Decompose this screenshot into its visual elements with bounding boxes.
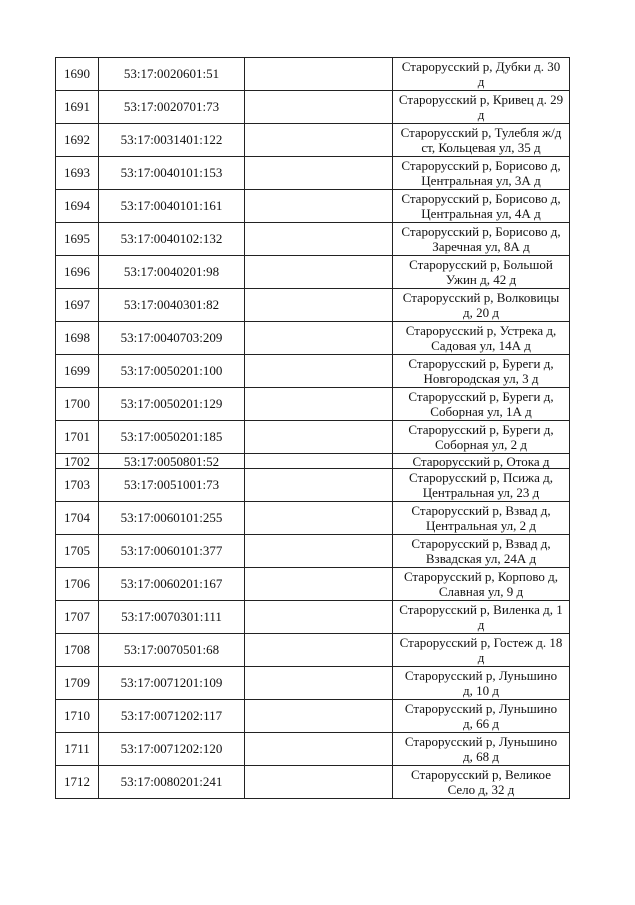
address-line-1: Старорусский р, Буреги д,	[408, 355, 554, 371]
address-line-2: д, 20 д	[463, 305, 499, 320]
cadastral-number: 53:17:0031401:122	[99, 124, 245, 157]
cadastral-number: 53:17:0070501:68	[99, 634, 245, 667]
table-row	[56, 322, 570, 355]
table-row	[56, 124, 570, 157]
table-row	[56, 601, 570, 634]
property-table	[55, 57, 570, 799]
row-number: 1703	[56, 469, 99, 502]
address-line-1: Старорусский р, Луньшино	[404, 733, 558, 749]
cadastral-number: 53:17:0060201:167	[99, 568, 245, 601]
address-line-1: Старорусский р, Борисово д,	[401, 157, 561, 173]
empty-cell	[245, 568, 393, 601]
row-number: 1694	[56, 190, 99, 223]
table-row	[56, 58, 570, 91]
cadastral-number: 53:17:0040101:153	[99, 157, 245, 190]
table-row	[56, 355, 570, 388]
address-line-2: Центральная ул, 2 д	[426, 518, 536, 533]
table-row	[56, 388, 570, 421]
empty-cell	[245, 700, 393, 733]
row-number: 1700	[56, 388, 99, 421]
address-cell	[393, 634, 570, 667]
row-number: 1712	[56, 766, 99, 799]
empty-cell	[245, 157, 393, 190]
empty-cell	[245, 91, 393, 124]
address-cell	[393, 157, 570, 190]
cadastral-number: 53:17:0040201:98	[99, 256, 245, 289]
address-line-2: Центральная ул, 4А д	[421, 206, 541, 221]
address-line-1: Старорусский р, Большой	[409, 256, 553, 272]
address-cell	[393, 190, 570, 223]
row-number: 1709	[56, 667, 99, 700]
empty-cell	[245, 535, 393, 568]
address-line-2: Село д, 32 д	[447, 782, 515, 797]
address-cell	[393, 388, 570, 421]
table-row	[56, 568, 570, 601]
address-line-1: Старорусский р, Кривец д. 29	[398, 91, 564, 107]
address-line-2: д	[477, 650, 485, 665]
table-row	[56, 733, 570, 766]
cadastral-number: 53:17:0060101:377	[99, 535, 245, 568]
cadastral-number: 53:17:0020601:51	[99, 58, 245, 91]
address-line-2: д	[477, 617, 485, 632]
address-line-1: Старорусский р, Луньшино	[404, 700, 558, 716]
table-row	[56, 256, 570, 289]
address-cell	[393, 256, 570, 289]
row-number: 1692	[56, 124, 99, 157]
row-number: 1707	[56, 601, 99, 634]
empty-cell	[245, 469, 393, 502]
table-row	[56, 190, 570, 223]
row-number: 1708	[56, 634, 99, 667]
address-cell	[393, 454, 570, 469]
address-line-1: Старорусский р, Виленка д, 1	[399, 601, 563, 617]
address-line-1: Старорусский р, Буреги д,	[408, 421, 554, 437]
address-line-2: Соборная ул, 2 д	[434, 437, 528, 452]
address-line-2: Заречная ул, 8А д	[432, 239, 530, 254]
empty-cell	[245, 190, 393, 223]
address-cell	[393, 568, 570, 601]
table-row	[56, 289, 570, 322]
cadastral-number: 53:17:0040301:82	[99, 289, 245, 322]
empty-cell	[245, 388, 393, 421]
address-line-2: Центральная ул, 23 д	[422, 485, 540, 500]
address-line-2: Ужин д, 42 д	[445, 272, 517, 287]
address-cell	[393, 58, 570, 91]
cadastral-number: 53:17:0050801:52	[99, 454, 245, 469]
address-line-1: Старорусский р, Борисово д,	[401, 190, 561, 206]
empty-cell	[245, 289, 393, 322]
address-cell	[393, 535, 570, 568]
empty-cell	[245, 454, 393, 469]
address-line-2: д, 68 д	[463, 749, 499, 764]
table-row	[56, 157, 570, 190]
row-number: 1691	[56, 91, 99, 124]
cadastral-number: 53:17:0040703:209	[99, 322, 245, 355]
address-line-1: Старорусский р, Взвад д,	[411, 535, 551, 551]
address-line-1: Старорусский р, Волковицы	[402, 289, 560, 305]
row-number: 1704	[56, 502, 99, 535]
address-cell	[393, 733, 570, 766]
empty-cell	[245, 667, 393, 700]
row-number: 1711	[56, 733, 99, 766]
address-line-2: Взвадская ул, 24А д	[425, 551, 537, 566]
address-line-1: Старорусский р, Корпово д,	[403, 568, 559, 584]
address-cell	[393, 322, 570, 355]
empty-cell	[245, 502, 393, 535]
row-number: 1710	[56, 700, 99, 733]
cadastral-number: 53:17:0050201:100	[99, 355, 245, 388]
address-line-1: Старорусский р, Борисово д,	[401, 223, 561, 239]
row-number: 1699	[56, 355, 99, 388]
address-cell	[393, 421, 570, 454]
table-row	[56, 766, 570, 799]
address-cell	[393, 601, 570, 634]
address-cell	[393, 289, 570, 322]
address-cell	[393, 766, 570, 799]
table-row	[56, 469, 570, 502]
address-line-1: Старорусский р, Отока д	[412, 453, 550, 469]
address-cell	[393, 91, 570, 124]
address-line-2: д	[477, 74, 485, 89]
row-number: 1706	[56, 568, 99, 601]
address-line-1: Старорусский р, Буреги д,	[408, 388, 554, 404]
table-row	[56, 502, 570, 535]
empty-cell	[245, 355, 393, 388]
address-line-2: д, 66 д	[463, 716, 499, 731]
cadastral-number: 53:17:0080201:241	[99, 766, 245, 799]
address-cell	[393, 124, 570, 157]
cadastral-number: 53:17:0071201:109	[99, 667, 245, 700]
address-line-2: Центральная ул, 3А д	[421, 173, 541, 188]
empty-cell	[245, 733, 393, 766]
cadastral-number: 53:17:0040102:132	[99, 223, 245, 256]
cadastral-number: 53:17:0060101:255	[99, 502, 245, 535]
address-line-2: Славная ул, 9 д	[438, 584, 524, 599]
address-cell	[393, 700, 570, 733]
empty-cell	[245, 58, 393, 91]
address-cell	[393, 355, 570, 388]
row-number: 1702	[56, 454, 99, 469]
address-line-1: Старорусский р, Гостеж д. 18	[399, 634, 563, 650]
row-number: 1695	[56, 223, 99, 256]
cadastral-number: 53:17:0071202:120	[99, 733, 245, 766]
cadastral-number: 53:17:0070301:111	[99, 601, 245, 634]
address-cell	[393, 469, 570, 502]
row-number: 1705	[56, 535, 99, 568]
address-line-1: Старорусский р, Устрека д,	[405, 322, 557, 338]
table-row	[56, 223, 570, 256]
table-row	[56, 421, 570, 454]
address-line-1: Старорусский р, Луньшино	[404, 667, 558, 683]
address-line-2: Соборная ул, 1А д	[430, 404, 532, 419]
row-number: 1701	[56, 421, 99, 454]
empty-cell	[245, 634, 393, 667]
address-line-1: Старорусский р, Дубки д. 30	[401, 58, 561, 74]
empty-cell	[245, 766, 393, 799]
row-number: 1698	[56, 322, 99, 355]
row-number: 1690	[56, 58, 99, 91]
empty-cell	[245, 421, 393, 454]
address-line-2: д, 10 д	[463, 683, 499, 698]
cadastral-number: 53:17:0020701:73	[99, 91, 245, 124]
cadastral-number: 53:17:0040101:161	[99, 190, 245, 223]
empty-cell	[245, 124, 393, 157]
table-row	[56, 535, 570, 568]
table-row	[56, 634, 570, 667]
address-line-1: Старорусский р, Тулебля ж/д	[400, 124, 562, 140]
address-line-1: Старорусский р, Взвад д,	[411, 502, 551, 518]
cadastral-number: 53:17:0071202:117	[99, 700, 245, 733]
table-row	[56, 667, 570, 700]
address-line-1: Старорусский р, Псижа д,	[409, 469, 553, 485]
address-line-2: Садовая ул, 14А д	[431, 338, 531, 353]
table-row	[56, 454, 570, 469]
table-row	[56, 91, 570, 124]
address-line-2: ст, Кольцевая ул, 35 д	[421, 140, 541, 155]
table-row	[56, 700, 570, 733]
empty-cell	[245, 601, 393, 634]
table-body	[56, 58, 570, 799]
empty-cell	[245, 256, 393, 289]
cadastral-number: 53:17:0050201:185	[99, 421, 245, 454]
address-cell	[393, 502, 570, 535]
address-cell	[393, 223, 570, 256]
empty-cell	[245, 322, 393, 355]
cadastral-number: 53:17:0050201:129	[99, 388, 245, 421]
address-cell	[393, 667, 570, 700]
cadastral-number: 53:17:0051001:73	[99, 469, 245, 502]
row-number: 1696	[56, 256, 99, 289]
address-line-1: Старорусский р, Великое	[411, 766, 551, 782]
row-number: 1697	[56, 289, 99, 322]
empty-cell	[245, 223, 393, 256]
row-number: 1693	[56, 157, 99, 190]
address-line-2: Новгородская ул, 3 д	[423, 371, 539, 386]
address-line-2: д	[477, 107, 485, 122]
